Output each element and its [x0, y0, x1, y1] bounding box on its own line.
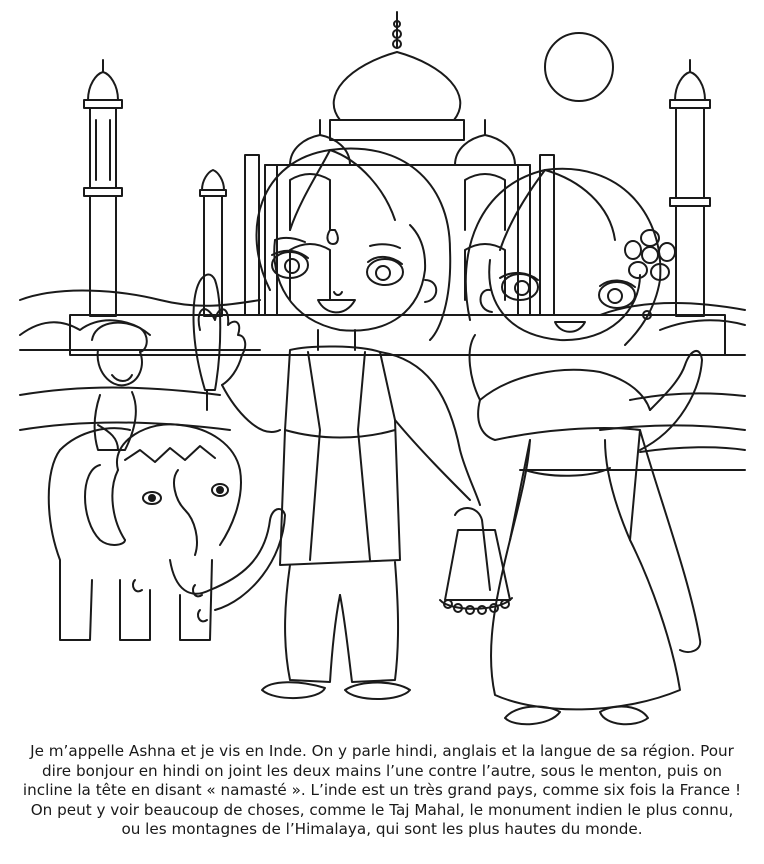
caption-line: ou les montagnes de l’Himalaya, qui sont les plus hautes du monde. — [121, 820, 643, 838]
story-caption — [14, 742, 750, 840]
sun — [545, 33, 613, 101]
minaret-right — [670, 60, 710, 316]
rider — [92, 323, 147, 450]
caption-line: Je m’appelle Ashna et je vis en Inde. On y parle hindi, anglais et la langue de sa région. Pour — [30, 742, 734, 760]
girl-friend — [466, 169, 702, 724]
handbag — [440, 508, 512, 614]
elephant — [49, 424, 285, 640]
minaret-small-left — [200, 170, 226, 316]
cypress-tree — [194, 275, 221, 390]
taj-mahal — [70, 12, 725, 355]
minaret-left — [84, 60, 122, 316]
caption-line: incline la tête en disant « namasté ». L’inde est un très grand pays, comme six fois la France ! — [22, 781, 742, 799]
caption-line: On peut y voir beaucoup de choses, comme le Taj Mahal, le monument indien le plus connu, — [30, 800, 734, 819]
hair-flower — [625, 230, 675, 280]
caption-line: dire bonjour en hindi on joint les deux mains l’une contre l’autre, sous le menton, puis on — [42, 761, 722, 780]
